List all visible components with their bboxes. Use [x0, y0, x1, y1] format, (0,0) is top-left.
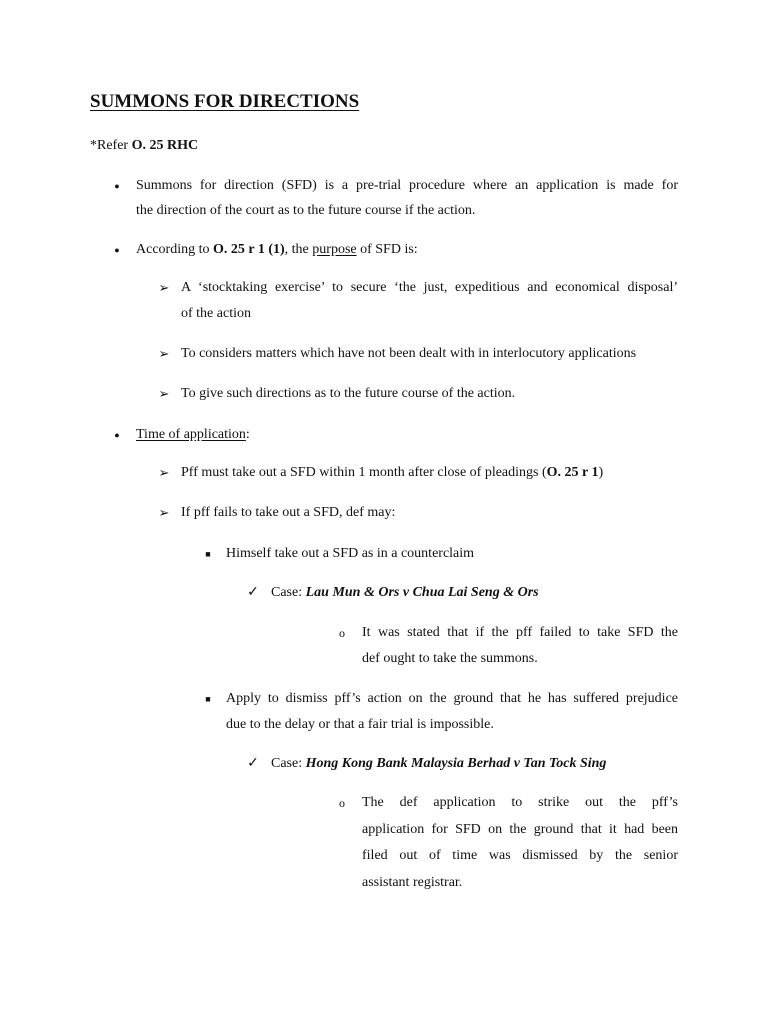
- refer-prefix: *Refer: [90, 138, 132, 153]
- option-1-line: Himself take out a SFD as in a counterclaim: [226, 546, 475, 561]
- purpose-2-line: To considers matters which have not been dealt with in interlocutory applications: [181, 346, 637, 361]
- bullet-2-purpose: purpose: [312, 242, 357, 257]
- purpose-3-line: To give such directions as to the future course of the action.: [181, 386, 516, 401]
- time-1-line: [181, 463, 603, 483]
- case-1-prefix: Case:: [271, 585, 306, 600]
- arrow-bullet-icon: ➢: [158, 280, 170, 295]
- check-icon: ✓: [247, 756, 259, 771]
- case-2-note-line-4: assistant registrar.: [362, 875, 463, 890]
- arrow-bullet-icon: ➢: [158, 346, 170, 361]
- case-2-note-line-2: application for SFD on the ground that it had been: [362, 822, 678, 837]
- bullet-2-post: of SFD is:: [356, 242, 418, 257]
- square-bullet-icon: ■: [205, 549, 211, 559]
- purpose-1-line-1: A ‘stocktaking exercise’ to secure ‘the just, expeditious and economical disposal’: [181, 280, 678, 295]
- time-1-post: ): [598, 465, 604, 480]
- case-1-note-line-1: It was stated that if the pff failed to take SFD the: [362, 625, 678, 640]
- circle-bullet-icon: o: [339, 626, 345, 640]
- bullet-3-post: :: [245, 427, 250, 442]
- bullet-1-line-2: the direction of the court as to the future course if the action.: [136, 203, 476, 218]
- bullet-1-line-1: Summons for direction (SFD) is a pre-trial procedure where an application is made for: [136, 178, 678, 193]
- case-1-line: [271, 583, 539, 603]
- bullet-2-line: [136, 240, 418, 260]
- case-2-prefix: Case:: [271, 756, 306, 771]
- case-2-note-line-3: filed out of time was dismissed by the senior: [362, 848, 678, 863]
- purpose-1-line-2: of the action: [181, 306, 251, 321]
- time-2-line: If pff fails to take out a SFD, def may:: [181, 505, 396, 520]
- time-of-application: Time of application: [136, 427, 246, 442]
- arrow-bullet-icon: ➢: [158, 465, 170, 480]
- time-1-order: O. 25 r 1: [546, 465, 599, 480]
- bullet-2-mid: , the: [284, 242, 313, 257]
- refer-order: O. 25 RHC: [131, 138, 199, 153]
- case-2-name: Hong Kong Bank Malaysia Berhad v Tan Tock Sing: [305, 756, 607, 771]
- refer-line: [90, 136, 198, 156]
- case-2-line: [271, 754, 606, 774]
- arrow-bullet-icon: ➢: [158, 505, 170, 520]
- bullet-2-order: O. 25 r 1 (1): [212, 242, 285, 257]
- case-2-note-line-1: The def application to strike out the pff’s: [362, 795, 678, 810]
- bullet-2-pre: According to: [136, 242, 213, 257]
- case-1-note-line-2: def ought to take the summons.: [362, 651, 538, 666]
- bullet-dot-icon: ●: [114, 430, 120, 440]
- page-title: SUMMONS FOR DIRECTIONS: [90, 91, 360, 112]
- square-bullet-icon: ■: [205, 694, 211, 704]
- bullet-dot-icon: ●: [114, 245, 120, 255]
- time-1-pre: Pff must take out a SFD within 1 month after close of pleadings (: [181, 465, 547, 480]
- bullet-dot-icon: ●: [114, 181, 120, 191]
- option-2-line-2: due to the delay or that a fair trial is impossible.: [226, 717, 494, 732]
- bullet-3-line: [136, 425, 250, 445]
- case-1-name: Lau Mun & Ors v Chua Lai Seng & Ors: [305, 585, 539, 600]
- check-icon: ✓: [247, 585, 259, 600]
- arrow-bullet-icon: ➢: [158, 386, 170, 401]
- option-2-line-1: Apply to dismiss pff’s action on the ground that he has suffered prejudice: [226, 691, 678, 706]
- circle-bullet-icon: o: [339, 796, 345, 810]
